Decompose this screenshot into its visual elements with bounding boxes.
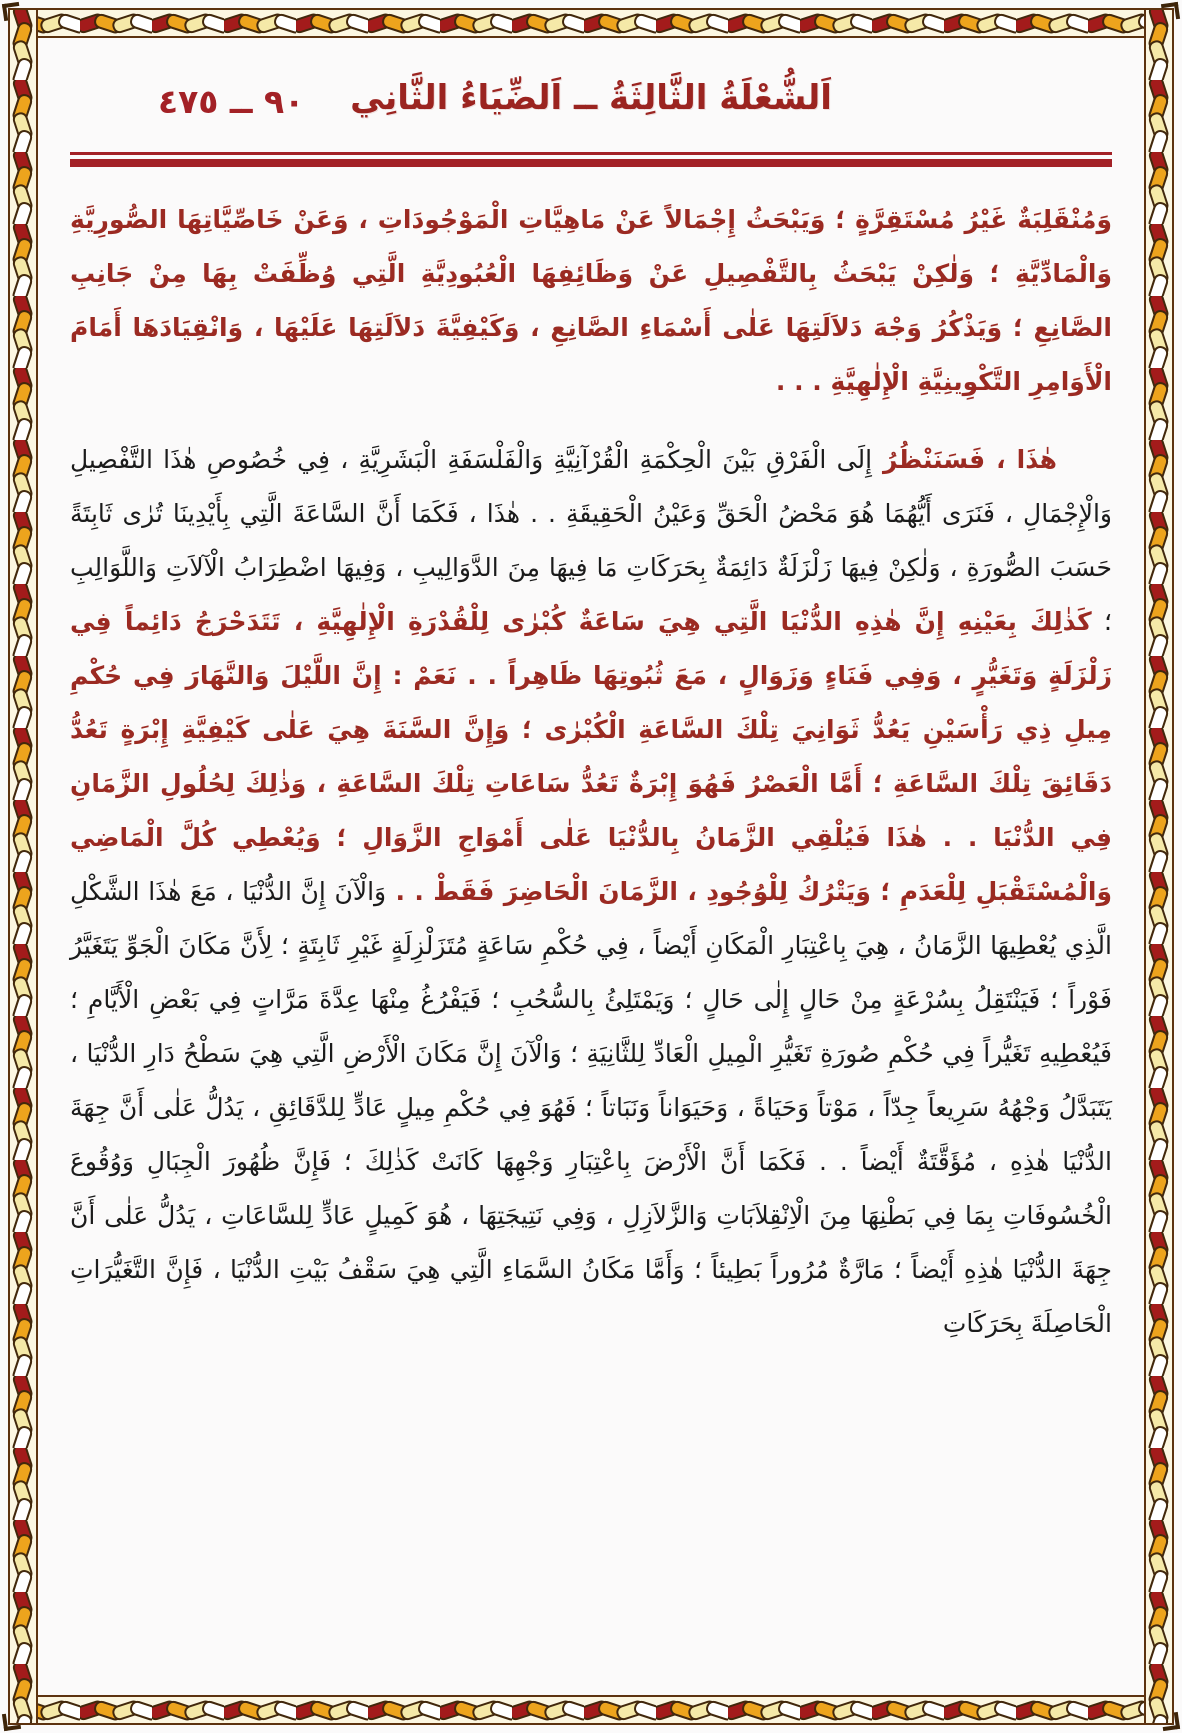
header-rule-thin (70, 152, 1112, 155)
paragraph (70, 193, 1112, 409)
decorative-border-left (8, 8, 38, 1725)
page-header (70, 72, 1112, 138)
border-corner-hook (1161, 1712, 1180, 1731)
page-title: اَلشُّعْلَةُ الثَّالِثَةُ ــ اَلضِّيَاءُ الثَّانِي (350, 78, 832, 118)
text-segment-red: هٰذَا ، فَسَنَنْظُرُ (872, 445, 1058, 474)
text-segment-black: وَالْآنَ إِنَّ الدُّنْيَا ، مَعَ هٰذَا الشَّكْلِ الَّذِي يُعْطِيهَا الزَّمَانُ ، هِيَ بِاعْتِبَارِ الْمَكَانِ أَيْضاً ، فِي حُكْمِ سَاعَةٍ مُتَزَلْزِلَةٍ غَيْرِ ثَابِتَةٍ ؛ لِأَنَّ مَكَانَ الْجَوِّ يَتَغَيَّرُ فَوْراً ؛ فَيَنْتَقِلُ بِسُرْعَةٍ مِنْ حَالٍ إِلٰى حَالٍ ؛ وَيَمْتَلِئُ بِالسُّحُبِ ؛ فَيَفْرُغُ مِنْهَا عِدَّةَ مَرَّاتٍ فِي بَعْضِ الْأَيَّامِ ؛ فَيُعْطِيهِ تَغَيُّراً فِي حُكْمِ صُورَةِ تَغَيُّرِ الْمِيلِ الْعَادِّ لِلثَّانِيَةِ ؛ وَالْآنَ إِنَّ مَكَانَ الْأَرْضِ الَّتِي هِيَ سَطْحُ دَارِ الدُّنْيَا ، يَتَبَدَّلُ وَجْهُهُ سَرِيعاً جِدّاً ، مَوْتاً وَحَيَاةً ، وَحَيَوَاناً وَنَبَاتاً ؛ فَهُوَ فِي حُكْمِ مِيلٍ عَادٍّ لِلدَّقَائِقِ ، يَدُلُّ عَلٰى أَنَّ جِهَةَ الدُّنْيَا هٰذِهِ ، مُؤَقَّتَةٌ أَيْضاً . . فَكَمَا أَنَّ الْأَرْضَ بِاعْتِبَارِ وَجْهِهَا كَانَتْ كَذٰلِكَ ؛ فَإِنَّ ظُهُورَ الْجِبَالِ وَوُقُوعَ الْخُسُوفَاتِ بِمَا فِي بَطْنِهَا مِنَ الْاِنْقِلاَبَاتِ وَالزَّلاَزِلِ ، وَفِي نَتِيجَتِهَا ، هُوَ كَمِيلٍ عَادٍّ لِلسَّاعَاتِ ، يَدُلُّ عَلٰى أَنَّ جِهَةَ الدُّنْيَا هٰذِهِ أَيْضاً ؛ مَارَّةٌ مُرُوراً بَطِيئاً ؛ وَأَمَّا مَكَانُ السَّمَاءِ الَّتِي هِيَ سَقْفُ بَيْتِ الدُّنْيَا ، فَإِنَّ التَّغَيُّرَاتِ الْحَاصِلَةَ بِحَرَكَاتِ (70, 877, 1112, 1338)
decorative-border-bottom (8, 1695, 1174, 1725)
text-segment-red: وَمُنْقَلِبَةٌ غَيْرُ مُسْتَقِرَّةٍ ؛ وَيَبْحَثُ إِجْمَالاً عَنْ مَاهِيَّاتِ الْمَوْجُودَاتِ ، وَعَنْ خَاصِّيَّاتِهَا الصُّورِيَّةِ وَالْمَادِّيَّةِ ؛ وَلٰكِنْ يَبْحَثُ بِالتَّفْصِيلِ عَنْ وَظَائِفِهَا الْعُبُودِيَّةِ الَّتِي وُظِّفَتْ بِهَا مِنْ جَانِبِ الصَّانِعِ ؛ وَيَذْكُرُ وَجْهَ دَلاَلَتِهَا عَلٰى أَسْمَاءِ الصَّانِعِ ، وَكَيْفِيَّةَ دَلاَلَتِهَا عَلَيْهَا ، وَانْقِيَادَهَا أَمَامَ الْأَوَامِرِ التَّكْوِينِيَّةِ الْإِلٰهِيَّةِ . . . (70, 205, 1112, 396)
border-corner-hook (2, 1712, 21, 1731)
body-text (70, 193, 1112, 1351)
decorative-border-right (1144, 8, 1174, 1725)
text-segment-black: إِلَى الْفَرْقِ بَيْنَ الْحِكْمَةِ الْقُرْآنِيَّةِ وَالْفَلْسَفَةِ الْبَشَرِيَّةِ ، فِي خُصُوصِ هٰذَا التَّفْصِيلِ وَالْإِجْمَالِ ، فَنَرَى أَيُّهُمَا هُوَ مَحْضُ الْحَقِّ وَعَيْنُ الْحَقِيقَةِ . . هٰذَا ، فَكَمَا أَنَّ السَّاعَةَ الَّتِي بِأَيْدِينَا تُرٰى ثَابِتَةً حَسَبَ الصُّورَةِ ، وَلٰكِنْ فِيهَا زَلْزَلَةٌ دَائِمَةٌ بِحَرَكَاتِ مَا فِيهَا مِنَ الدَّوَالِيبِ ، وَفِيهَا اضْطِرَابُ الْآلاَتِ وَاللَّوَالِبِ ؛ (70, 445, 1112, 636)
header-rule-thick (70, 159, 1112, 167)
page-number: ٩٠ ــ ٤٧٥ (158, 82, 305, 121)
border-corner-hook (1161, 2, 1180, 21)
border-corner-hook (2, 2, 21, 21)
decorative-border-top (8, 8, 1174, 38)
paragraph (70, 433, 1112, 1351)
page-content (70, 72, 1112, 1673)
text-segment-red: كَذٰلِكَ بِعَيْنِهِ إِنَّ هٰذِهِ الدُّنْيَا الَّتِي هِيَ سَاعَةٌ كُبْرٰى لِلْقُدْرَةِ الْإِلٰهِيَّةِ ، تَتَدَحْرَجُ دَائِماً فِي زَلْزَلَةٍ وَتَغَيُّرٍ ، وَفِي فَنَاءٍ وَزَوَالٍ ، مَعَ ثُبُوتِهَا ظَاهِراً . . نَعَمْ : إِنَّ اللَّيْلَ وَالنَّهَارَ فِي حُكْمِ مِيلِ ذِي رَأْسَيْنِ يَعُدُّ ثَوَانِيَ تِلْكَ السَّاعَةِ الْكُبْرٰى ؛ وَإِنَّ السَّنَةَ هِيَ عَلٰى كَيْفِيَّةِ إِبْرَةٍ تَعُدُّ دَقَائِقَ تِلْكَ السَّاعَةِ ؛ أَمَّا الْعَصْرُ فَهُوَ إِبْرَةٌ تَعُدُّ سَاعَاتِ تِلْكَ السَّاعَةِ ، وَذٰلِكَ لِحُلُولِ الزَّمَانِ فِي الدُّنْيَا . . هٰذَا فَيُلْقِي الزَّمَانُ بِالدُّنْيَا عَلٰى أَمْوَاجِ الزَّوَالِ ؛ وَيُعْطِي كُلَّ الْمَاضِي وَالْمُسْتَقْبَلِ لِلْعَدَمِ ؛ وَيَتْرُكُ لِلْوُجُودِ ، الزَّمَانَ الْحَاضِرَ فَقَطْ . . (70, 607, 1112, 906)
